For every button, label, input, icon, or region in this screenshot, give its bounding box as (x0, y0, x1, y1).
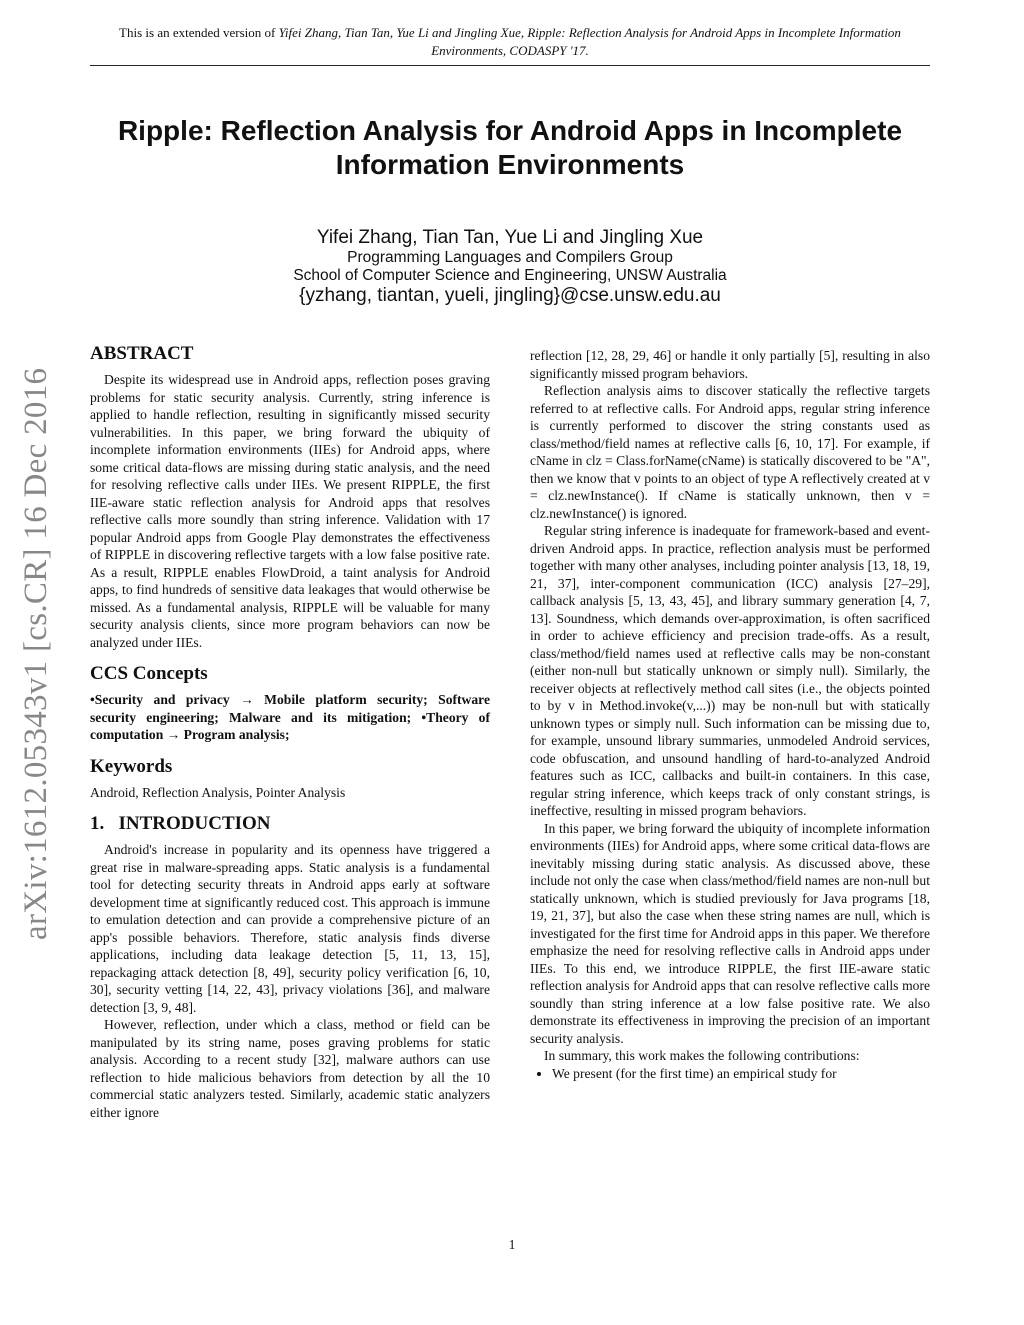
author-names: Yifei Zhang, Tian Tan, Yue Li and Jingling Xue (316, 227, 704, 248)
author-block (90, 227, 930, 307)
body-paragraph: Reflection analysis aims to discover statically the reflective targets referred to at reflective calls. For Android apps, regular string inference is currently performed to discover the string constants used as class/method/field names at reflective calls [6, 10, 17]. For example, if cName in clz = Class.forName(cName) is statically discovered to be "A", then we know that v points to an object of type A reflectively created at v = clz.newInstance(). If cName is statically unknown, then v = clz.newInstance() is ignored. (530, 383, 931, 521)
body-paragraph: In summary, this work makes the following contributions: (544, 1048, 860, 1063)
left-column (90, 343, 490, 1121)
contributions-list (530, 1065, 930, 1083)
version-note-citation: Yifei Zhang, Tian Tan, Yue Li and Jingling Xue, Ripple: Reflection Analysis for Android Apps in Incomplete Information Environments, CODASPY '17. (278, 25, 901, 58)
abstract-text: Despite its widespread use in Android apps, reflection poses graving problems for static security analysis. Currently, string inference is applied to handle reflection, resulting in significantly missed security vulnerabilities. In this paper, we bring forward the ubiquity of incomplete information environments (IIEs) for Android apps, where some critical data-flows are missing during static analysis, and the need for resolving reflective calls under IIEs. We present RIPPLE, the first IIE-aware static reflection analysis for Android apps that resolves reflective calls more soundly than string inference. Validation with 17 popular Android apps from Google Play demonstrates the effectiveness of RIPPLE in discovering reflective targets with a low false positive rate. As a result, RIPPLE enables FlowDroid, a taint analysis for Android apps, to find hundreds of sensitive data leakages that would otherwise be missed. As a fundamental analysis, RIPPLE will be valuable for many security analysis clients, since more program behaviors can now be analyzed under IIEs. (90, 372, 490, 650)
version-note (90, 24, 930, 66)
affiliation-group: Programming Languages and Compilers Group (347, 249, 673, 266)
intro-paragraph: Android's increase in popularity and its openness have triggered a great rise in malware-spreading apps. Static analysis is a fundamental tool for detecting security threats in Android apps early at software development time at significantly reduced cost. This approach is immune to emulation detection and can provide a comprehensive picture of an app's possible behaviors. Therefore, static analysis finds diverse applications, including data leakage detection [5, 11, 13, 15], repackaging attack detection [8, 49], security policy verification [6, 10, 30], security vetting [14, 22, 43], privacy violations [36], and malware detection [3, 9, 48]. (90, 842, 490, 1015)
abstract-heading: ABSTRACT (90, 343, 194, 364)
intro-paragraph: However, reflection, under which a class, method or field can be manipulated by its string name, poses graving problems for static analysis. According to a recent study [32], malware authors can use reflection to hide malicious behaviors from detection by all the 10 commercial static analyzers tested. Similarly, academic static analyzers either ignore (90, 1017, 490, 1120)
right-column (530, 347, 930, 1082)
ccs-heading: CCS Concepts (90, 663, 208, 684)
page-number: 1 (508, 1237, 516, 1252)
affiliation-school: School of Computer Science and Engineering, UNSW Australia (293, 267, 727, 284)
paper-title: Ripple: Reflection Analysis for Android Apps in Incomplete Information Environments (117, 115, 903, 180)
body-paragraph: In this paper, we bring forward the ubiquity of incomplete information environments (IIEs) for Android apps, where some critical data-flows are inevitably missing during static analysis. As discussed above, these include not only the case when class/method/field names are non-null but statically unknown, which is studied previously for Java programs [18, 19, 21, 37], but also the case when these string names are null, which is investigated for the first time for Android apps in this paper. We therefore emphasize the need for resolving reflective calls in Android apps under IIEs. To this end, we introduce RIPPLE, the first IIE-aware static reflection analysis for Android apps that can resolve reflective calls more soundly than string inference at a low false positive rate. We also demonstrate its effectiveness in improving the precision of an important security analysis. (530, 820, 930, 1046)
ccs-text: •Security and privacy → Mobile platform security; Software security engineering; Malware and its mitigation; •Theory of computation → Program analysis; (90, 692, 490, 742)
body-paragraph: reflection [12, 28, 29, 46] or handle it only partially [5], resulting in also significantly missed program behaviors. (530, 348, 930, 381)
arxiv-stamp: arXiv:1612.05343v1 [cs.CR] 16 Dec 2016 (18, 367, 54, 940)
intro-heading: 1. INTRODUCTION (90, 813, 271, 834)
contribution-item: • We present (for the first time) an empirical study for (552, 1065, 930, 1083)
author-emails: {yzhang, tiantan, yueli, jingling}@cse.unsw.edu.au (299, 285, 721, 306)
keywords-heading: Keywords (90, 755, 173, 777)
keywords-text: Android, Reflection Analysis, Pointer Analysis (90, 784, 346, 800)
body-paragraph: Regular string inference is inadequate for framework-based and event-driven Android apps. In practice, reflection analysis must be performed together with many other analyses, including pointer analysis [13, 18, 19, 21, 37], inter-component communication (ICC) analysis [27–29], callback analysis [5, 13, 43, 45], and library summary generation [4, 7, 13]. Soundness, which demands over-approximation, is often sacrificed in order to achieve efficiency and precision trade-offs. As a result, class/method/field names used at reflective calls may be non-constant (either non-null but statically unknown or simply null). Similarly, the receiver objects at reflectively method call sites (i.e., the objects pointed to by v in Method.invoke(v,...)) may be non-null but with statically unknown types or simply null. Such information can be missing due to, for example, unsound library summaries, unmodeled Android services, code obfuscation, and unsound handling of hard-to-analyzed Android features such as ICC, callbacks and built-in containers. In this case, regular string inference, which keeps track of only constant strings, is ineffective, resulting in missed program behaviors. (530, 523, 930, 818)
version-note-prefix: This is an extended version of (119, 25, 279, 40)
